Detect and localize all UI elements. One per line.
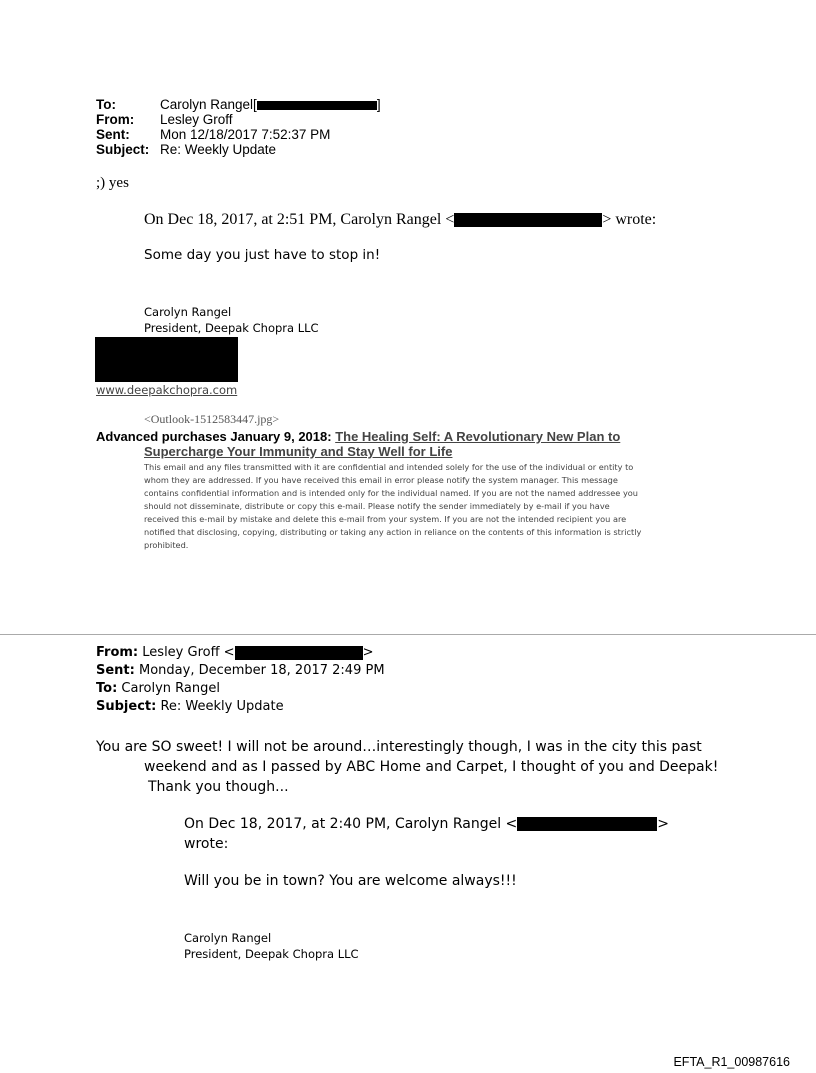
section-divider (0, 634, 816, 635)
disclaimer-line: should not disseminate, distribute or copy this e-mail. Please notify the sender immediately by e-mail if you have (144, 501, 610, 511)
reply-line: Thank you though... (148, 779, 289, 795)
website-link[interactable] (96, 383, 237, 397)
sent-row (96, 662, 385, 680)
sent-row (96, 127, 381, 142)
website-link-text[interactable]: www.deepakchopra.com (96, 383, 238, 397)
quote-intro-line2: wrote: (184, 836, 229, 852)
document-id: EFTA_R1_00987616 (673, 1055, 790, 1069)
reply-line: You are SO sweet! I will not be around…interestingly though, I was in the city this past (96, 739, 702, 755)
sent-label: Sent: (96, 663, 135, 678)
quote-intro-start: On Dec 18, 2017, at 2:40 PM, Carolyn Rangel < (184, 816, 518, 832)
sent-label: Sent: (96, 127, 130, 142)
disclaimer-line: notified that disclosing, copying, distributing or taking any action in reliance on the contents of this information is strictly (144, 527, 642, 537)
from-suffix: > (362, 645, 374, 660)
to-row (96, 97, 381, 112)
reply-line: weekend and as I passed by ABC Home and Carpet, I thought of you and Deepak! (144, 759, 719, 775)
promo-block (96, 429, 620, 459)
disclaimer-line: received this e-mail by mistake and delete this e-mail from your system. If you are not the intended recipient you are (144, 514, 627, 524)
redaction-bar (454, 213, 602, 227)
email-header-2 (96, 644, 385, 716)
redaction-bar (517, 817, 657, 831)
sent-value: Mon 12/18/2017 7:52:37 PM (160, 127, 331, 142)
subject-value: Re: Weekly Update (160, 699, 284, 714)
redaction-bar (235, 646, 363, 660)
from-label: From: (96, 645, 139, 660)
from-value: Lesley Groff (160, 112, 233, 127)
quote-message-1: Some day you just have to stop in! (144, 247, 381, 263)
from-label: From: (96, 112, 135, 127)
from-row (96, 112, 381, 127)
email-header-1 (96, 97, 381, 157)
signature-1 (144, 304, 319, 336)
signature-2 (184, 930, 359, 962)
to-row (96, 680, 385, 698)
subject-label: Subject: (96, 699, 157, 714)
confidentiality-disclaimer (144, 461, 674, 552)
signature-title: President, Deepak Chopra LLC (184, 947, 359, 961)
quote-intro-end: > wrote: (602, 211, 657, 228)
disclaimer-line: contains confidential information and is intended only for the individual named. If you are not the named addressee you (144, 488, 638, 498)
reply-text-1: ;) yes (96, 175, 129, 191)
promo-link-line2[interactable]: Supercharge Your Immunity and Stay Well for Life (144, 444, 453, 459)
quote-intro-start: On Dec 18, 2017, at 2:51 PM, Carolyn Rangel < (144, 211, 455, 228)
to-value: Carolyn Rangel[ (160, 97, 257, 112)
subject-row (96, 142, 381, 157)
redacted-logo-block (95, 337, 238, 382)
image-placeholder: <Outlook-1512583447.jpg> (144, 412, 280, 426)
to-suffix: ] (376, 97, 381, 112)
subject-row (96, 698, 385, 716)
quote-intro-end: > (657, 816, 669, 832)
to-value: Carolyn Rangel (121, 681, 220, 696)
reply-text-2 (96, 737, 718, 797)
promo-lead: Advanced purchases January 9, 2018: (96, 429, 336, 444)
signature-name: Carolyn Rangel (184, 931, 272, 945)
quote-message-2: Will you be in town? You are welcome always!!! (184, 873, 517, 889)
to-label: To: (96, 681, 118, 696)
from-value: Lesley Groff < (142, 645, 235, 660)
signature-name: Carolyn Rangel (144, 305, 232, 319)
quote-intro-2 (184, 814, 669, 854)
to-label: To: (96, 97, 116, 112)
disclaimer-line: whom they are addressed. If you have received this email in error please notify the system manager. This message (144, 475, 618, 485)
quote-intro-1 (144, 211, 656, 229)
redaction-bar (257, 101, 377, 110)
from-row (96, 644, 385, 662)
subject-value: Re: Weekly Update (160, 142, 277, 157)
quote-intro-line1 (184, 814, 669, 834)
promo-link-line1[interactable]: The Healing Self: A Revolutionary New Plan to (335, 429, 621, 444)
subject-label: Subject: (96, 142, 150, 157)
signature-title: President, Deepak Chopra LLC (144, 321, 319, 335)
disclaimer-line: prohibited. (144, 540, 189, 550)
disclaimer-line: This email and any files transmitted with it are confidential and intended solely for the use of the individual or entity to (144, 462, 634, 472)
sent-value: Monday, December 18, 2017 2:49 PM (139, 663, 385, 678)
